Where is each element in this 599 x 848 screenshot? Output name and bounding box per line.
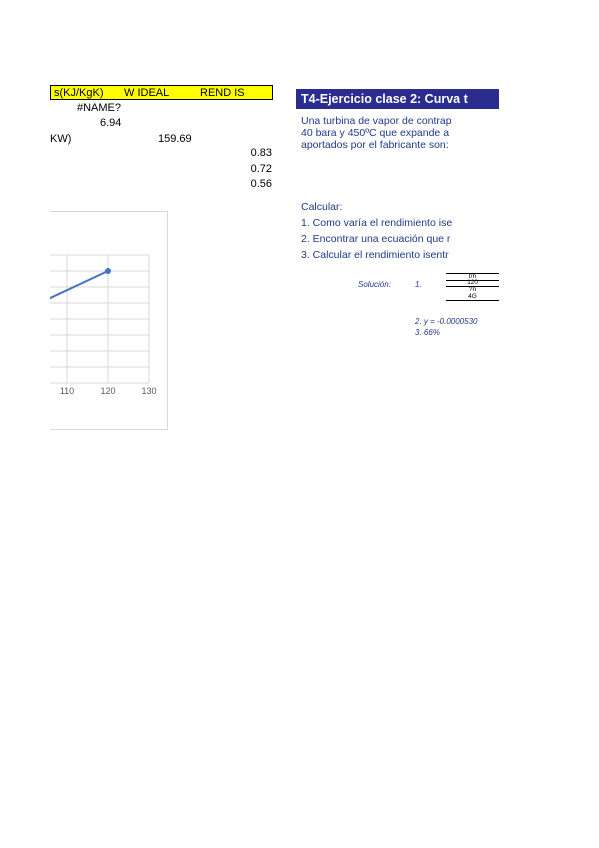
paragraph-line-2: 40 bara y 450ºC que expande a (301, 127, 450, 139)
chart-series (50, 268, 111, 319)
solution-label: Solución: (358, 280, 391, 289)
cell-rend-3[interactable]: 0.56 (250, 178, 272, 190)
x-tick-label: 110 (59, 386, 75, 396)
exercise-title: T4-Ejercicio clase 2: Curva t (296, 89, 499, 109)
header-rend-is: REND IS (200, 87, 245, 99)
cell-name-error[interactable]: #NAME? (77, 102, 122, 114)
calc-heading: Calcular: (301, 201, 343, 213)
cell-694[interactable]: 6.94 (100, 117, 122, 129)
efficiency-chart (50, 211, 168, 430)
chart-x-ticks (60, 386, 157, 396)
x-tick-label: 120 (100, 386, 116, 396)
calc-item-3: 3. Calcular el rendimiento isentr (301, 249, 449, 261)
header-band (50, 85, 273, 100)
paragraph-line-3: aportados por el fabricante son: (301, 139, 449, 151)
mini-table-row-3: 4G (446, 294, 499, 301)
answer-3: 3. 66% (415, 328, 440, 337)
mini-table-header: t/h (446, 273, 499, 281)
cell-kw-value[interactable]: 159.69 (158, 133, 192, 145)
solution-number: 1. (415, 280, 422, 289)
series-line (50, 271, 108, 319)
cell-kw-label[interactable]: KW) (50, 133, 72, 145)
mini-table-row-1: 120 (446, 280, 499, 287)
series-point[interactable] (105, 268, 111, 274)
calc-item-1: 1. Como varía el rendimiento ise (301, 217, 453, 229)
header-entropy: s(KJ/KgK) (54, 87, 104, 99)
answer-2: 2. y = -0.0000530 (415, 317, 478, 326)
mini-table-row-2: ?n (468, 286, 477, 293)
cell-rend-2[interactable]: 0.72 (250, 163, 272, 175)
paragraph-line-1: Una turbina de vapor de contrap (301, 115, 452, 127)
header-w-ideal: W IDEAL (124, 87, 170, 99)
calc-item-2: 2. Encontrar una ecuación que r (301, 233, 451, 245)
cell-rend-1[interactable]: 0.83 (250, 147, 272, 159)
x-tick-label: 130 (141, 386, 157, 396)
